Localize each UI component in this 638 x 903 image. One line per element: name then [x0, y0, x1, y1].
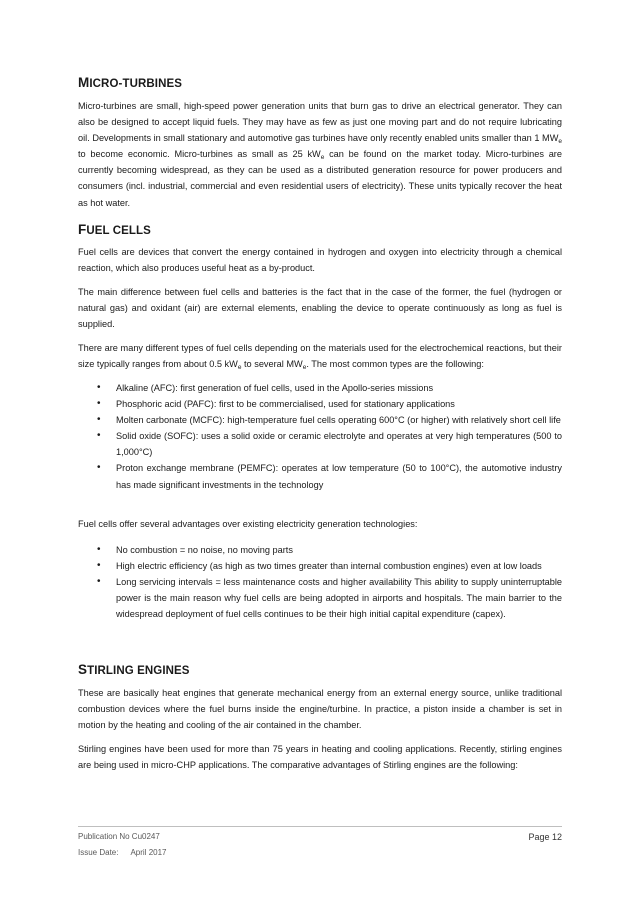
fuel-cells-paragraph-3 [78, 340, 562, 372]
fuel-cells-paragraph-4: Fuel cells offer several advantages over existing electricity generation technologies: [78, 519, 418, 529]
footer-issue [78, 848, 167, 857]
subscript: e [302, 364, 307, 372]
text-run: to several MW [241, 359, 303, 370]
stirling-paragraph-2: Stirling engines have been used for more than 75 years in heating and cooling applications. Recently, stirling engines are being used in micro-CHP applications. The comparative advantages of Stirling engines are the following: [78, 744, 562, 771]
heading-initial: F [78, 222, 87, 237]
fuel-cells-paragraph-2: The main difference between fuel cells and batteries is the fact that in the case of the former, the fuel (hydrogen or natural gas) and oxidant (air) are external elements, enabling the device to operate continuously as long as fuel is supplied. [78, 287, 562, 330]
text-run: to become economic. Micro-turbines as small as 25 kW [78, 149, 321, 160]
text-run: There are many different types of fuel cells depending on the materials used for the electrochemical reactions, but their size typically ranges from about 0.5 kW [78, 343, 562, 370]
heading-rest: ICRO-TURBINES [89, 78, 183, 90]
text-run: . The most common types are the following: [306, 359, 484, 370]
heading-rest: TIRLING ENGINES [87, 665, 190, 677]
list-item: • High electric efficiency (as high as two times greater than internal combustion engines) even at low loads [78, 558, 562, 574]
stirling-paragraph-1: These are basically heat engines that generate mechanical energy from an external energy source, unlike traditional combustion devices where the fuel burns inside the engine/turbine. In practice, a piston inside a chamber is set in motion by the heating and cooling of the air contained in the chamber. [78, 688, 562, 731]
heading-fuel-cells [78, 222, 151, 237]
subscript: e [237, 364, 242, 372]
subscript: e [558, 138, 562, 146]
issue-date: April 2017 [130, 848, 167, 857]
fuel-cell-advantages-list [78, 542, 562, 622]
heading-initial: S [78, 662, 88, 677]
list-item: • Solid oxide (SOFC): uses a solid oxide or ceramic electrolyte and operates at very high temperatures (500 to 1,000°C) [78, 428, 562, 460]
issue-label: Issue Date: [78, 848, 119, 857]
list-item: • Phosphoric acid (PAFC): first to be commercialised, used for stationary applications [78, 396, 562, 412]
fuel-cells-paragraph-1: Fuel cells are devices that convert the energy contained in hydrogen and oxygen into electricity through a chemical reaction, which also produces useful heat as a by-product. [78, 247, 562, 274]
subscript: e [320, 154, 325, 162]
list-item: • Alkaline (AFC): first generation of fuel cells, used in the Apollo-series missions [78, 380, 562, 396]
list-item: • Long servicing intervals = less maintenance costs and higher availability This ability to supply uninterruptable power is the main reason why fuel cells are being adopted in airports and hospitals. The main barrier to the widespread deployment of fuel cells continues to be their high initial capital expenditure (capex). [78, 574, 562, 622]
heading-micro-turbines [78, 75, 182, 90]
heading-rest: UEL CELLS [86, 225, 151, 237]
fuel-cell-types-list [78, 380, 562, 493]
micro-turbines-paragraph [78, 98, 562, 211]
text-run: can be found on the market today. Micro-turbines are currently becoming widespread, as they can be used as a distributed generation resource for power producers and consumers (incl. industrial, commercial and even residential users of electricity). These units typically recover the heat as hot water. [78, 149, 562, 208]
footer-divider [78, 826, 562, 827]
list-item: • No combustion = no noise, no moving parts [78, 542, 562, 558]
heading-stirling-engines [78, 662, 190, 677]
text-run: Micro-turbines are small, high-speed power generation units that burn gas to drive an electrical generator. They can also be designed to accept liquid fuels. They may have as few as just one moving part and do not require lubricating oil. Developments in small stationary and automotive gas turbines have only recently enabled units smaller than 1 MW [78, 101, 562, 144]
list-item: • Molten carbonate (MCFC): high-temperature fuel cells operating 600°C (or higher) with relatively short cell life [78, 412, 562, 428]
page-number: Page 12 [528, 832, 562, 842]
footer-publication: Publication No Cu0247 [78, 832, 160, 841]
heading-initial: M [78, 75, 90, 90]
list-item: • Proton exchange membrane (PEMFC): operates at low temperature (50 to 100°C), the automotive industry has made significant investments in the technology [78, 460, 562, 492]
